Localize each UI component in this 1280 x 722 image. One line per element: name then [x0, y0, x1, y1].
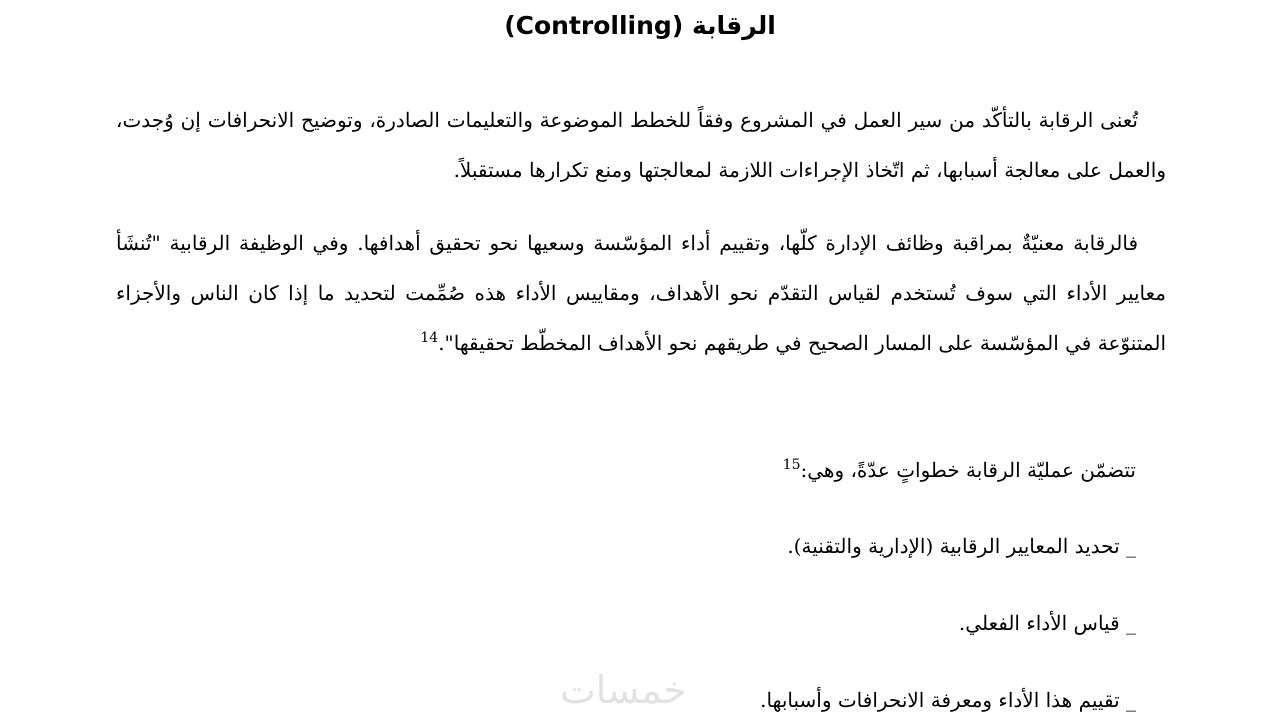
- steps-intro-text: تتضمّن عمليّة الرقابة خطواتٍ عدّةً، وهي:: [800, 458, 1136, 482]
- list-item: _ تحديد المعايير الرقابية (الإدارية والتقنية).: [787, 534, 1136, 558]
- list-item: _ قياس الأداء الفعلي.: [958, 611, 1136, 635]
- watermark-logo: خمسات: [560, 668, 687, 712]
- page-title: الرقابة (Controlling): [504, 11, 776, 40]
- paragraph-controlling-function-text: فالرقابة معنيّةٌ بمراقبة وظائف الإدارة كلّها، وتقييم أداء المؤسّسة وسعيها نحو تحقيق أهدافها. وفي الوظيفة الرقابية "تُنشَأ معايير الأداء التي سوف تُستخدم لقياس التقدّم نحو الأهداف، ومقاييس الأداء هذه صُمِّمت لتحديد ما إذا كان الناس والأجزاء المتنوّعة في المؤسّسة على المسار الصحيح في طريقهم نحو الأهداف المخطّط تحقيقها".: [116, 231, 1166, 355]
- paragraph-controlling-function: [116, 218, 1166, 368]
- footnote-ref-15: 15: [782, 457, 801, 473]
- paragraph-definition: تُعنى الرقابة بالتأكّد من سير العمل في المشروع وفقاً للخطط الموضوعة والتعليمات الصادرة، وتوضيح الانحرافات إن وُجدت، والعمل على معالجة أسبابها، ثم اتّخاذ الإجراءات اللازمة لمعالجتها ومنع تكرارها مستقبلاً.: [116, 108, 1166, 182]
- list-item: _ تقييم هذا الأداء ومعرفة الانحرافات وأسبابها.: [760, 688, 1136, 712]
- footnote-ref-14: 14: [420, 330, 439, 346]
- steps-intro: [783, 448, 1136, 492]
